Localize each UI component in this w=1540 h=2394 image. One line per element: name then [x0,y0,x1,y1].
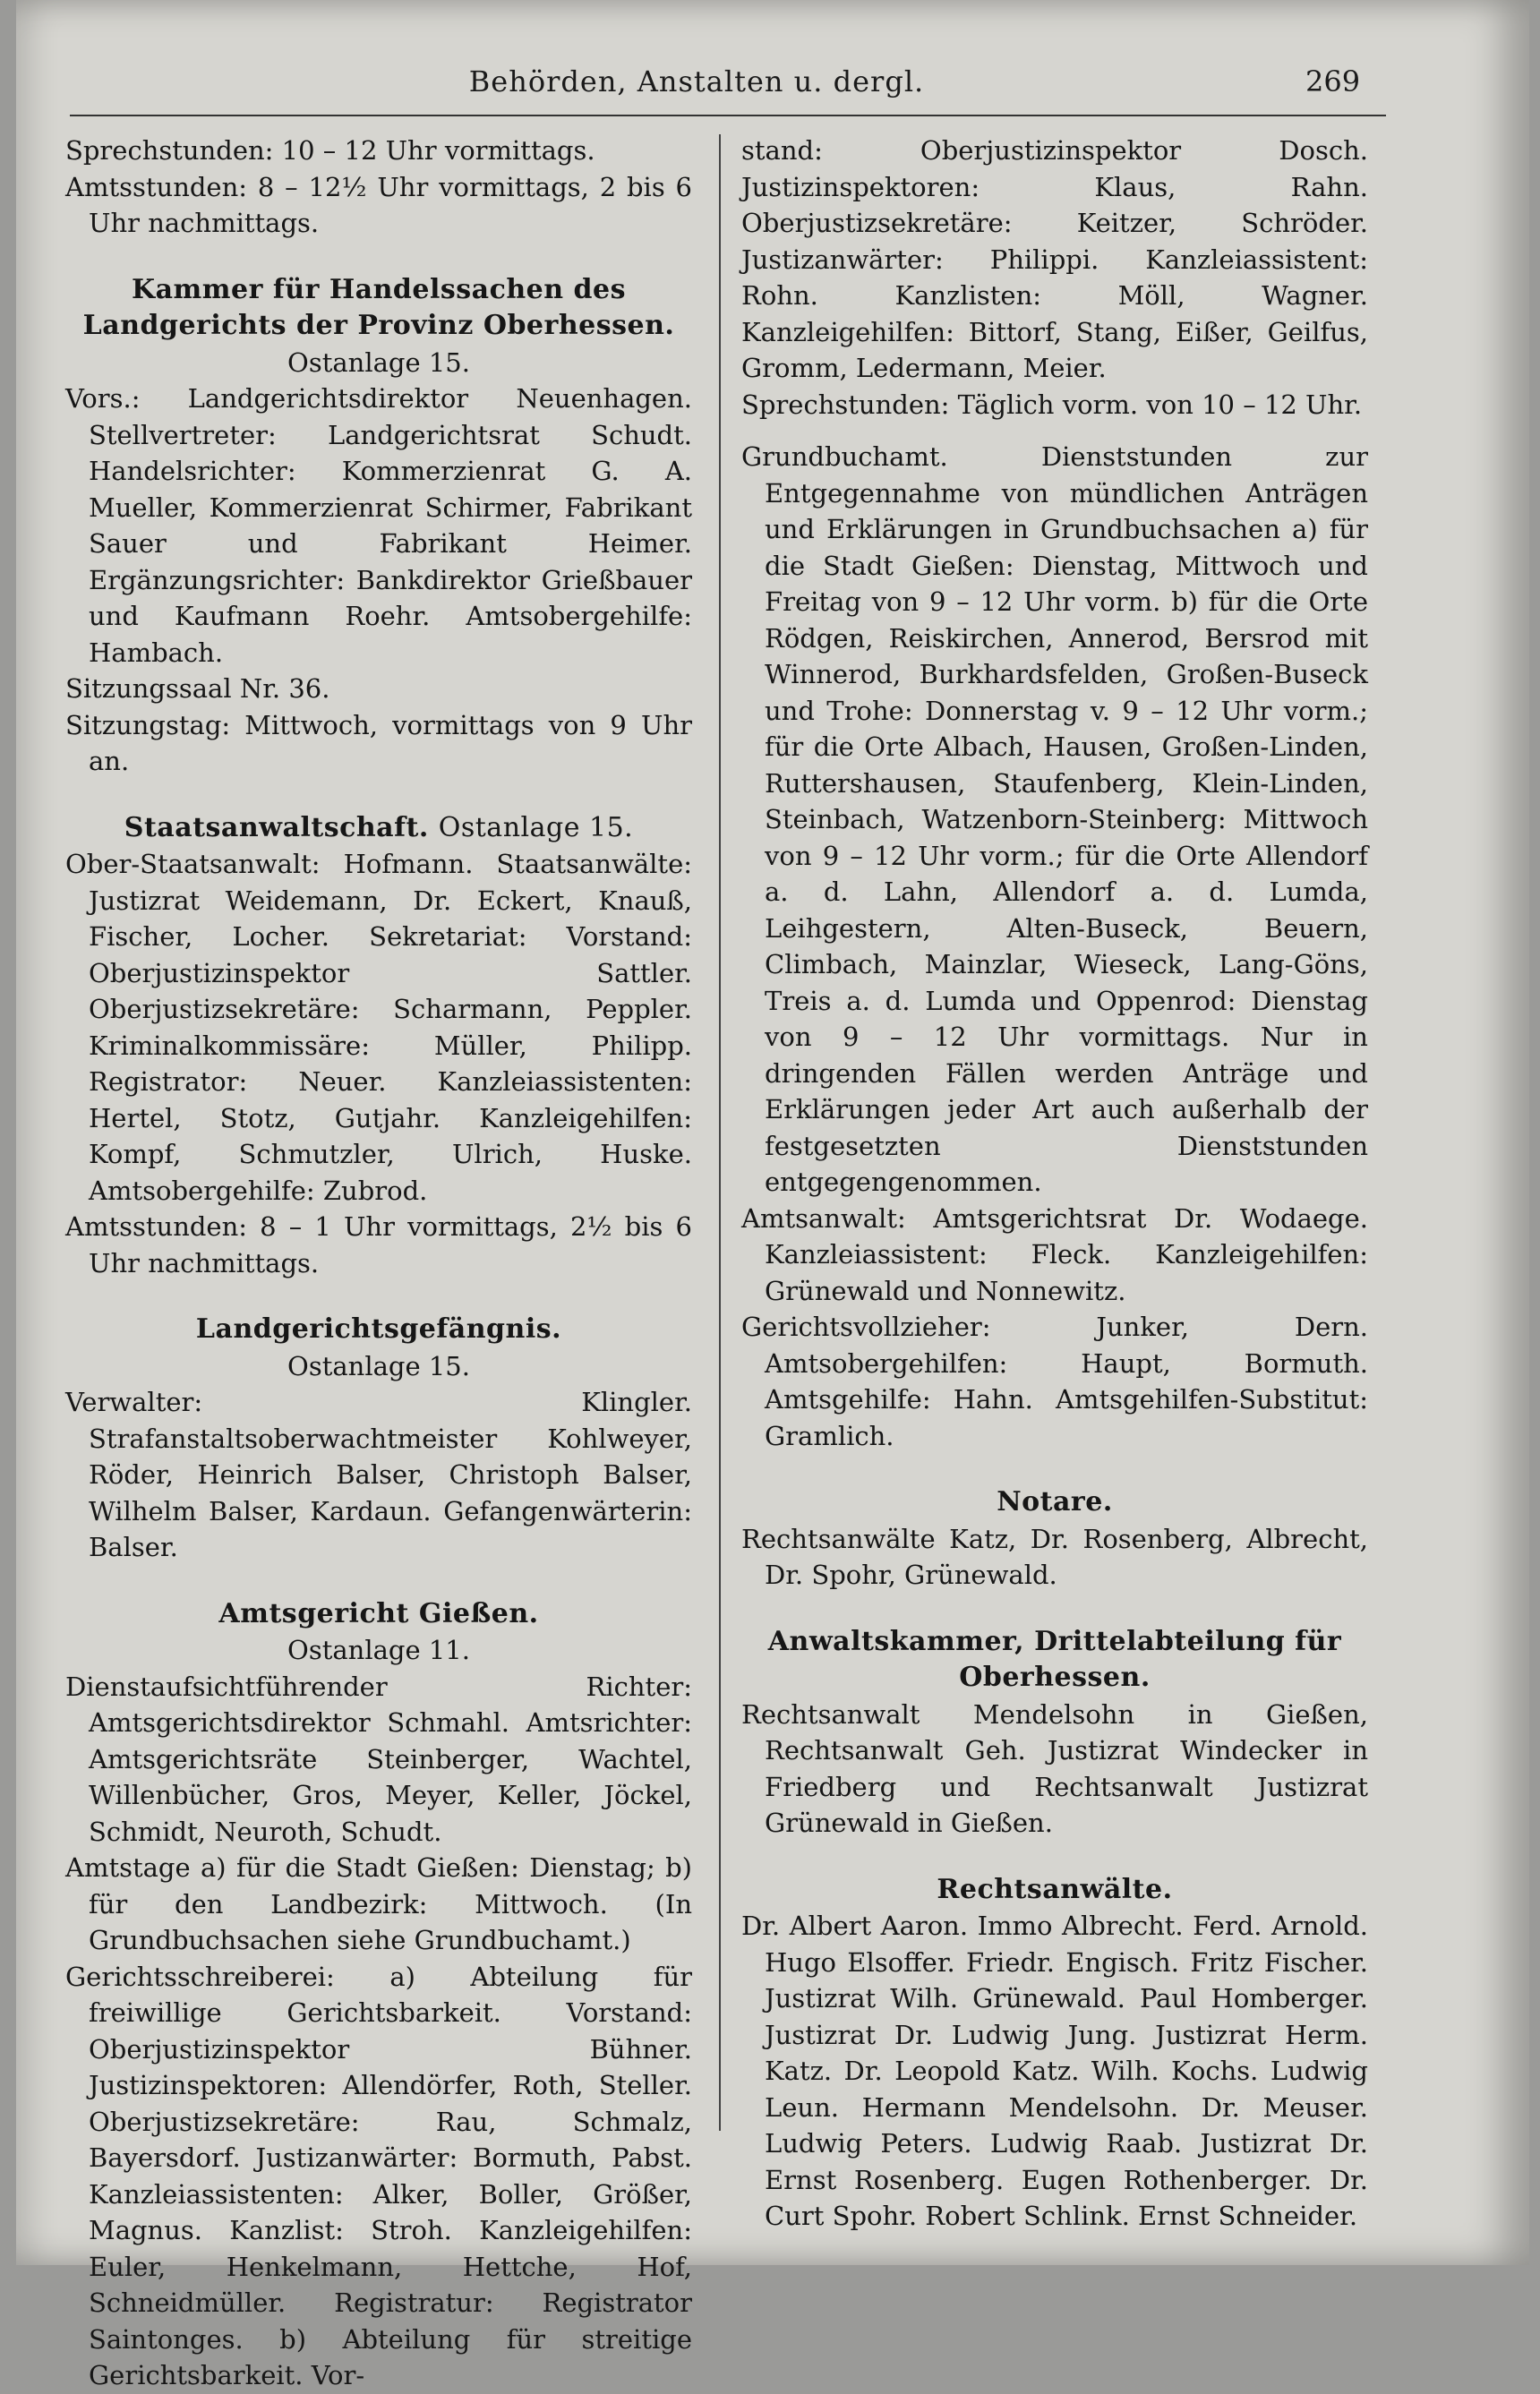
paragraph-gerichtsvollzieher: Gerichtsvollzieher: Junker, Dern. Amtsobergehilfen: Haupt, Bormuth. Amtsgehilfe: Hahn. Amtsgehilfen-Substitut: Gramlich. [741,1312,1368,1451]
running-header: Behörden, Anstalten u. dergl. [468,64,925,98]
paragraph: Verwalter: Klingler. Strafanstaltsoberwachtmeister Kohlweyer, Röder, Heinrich Balser, Christoph Balser, Wilhelm Balser, Kardaun. Gefangenwärterin: Balser. [65,1387,692,1562]
section-heading-notare: Notare. [997,1486,1113,1518]
paragraph: Dr. Albert Aaron. Immo Albrecht. Ferd. Arnold. Hugo Elsoffer. Friedr. Engisch. Fritz Fischer. Justizrat Wilh. Grünewald. Paul Homberger. Justizrat Dr. Ludwig Jung. Justizrat Herm. Katz. Dr. Leopold Katz. Wilh. Kochs. Ludwig Leun. Hermann Mendelsohn. Dr. Meuser. Ludwig Peters. Ludwig Raab. Justizrat Dr. Ernst Rosenberg. Eugen Rothenberger. Dr. Curt Spohr. Robert Schlink. Ernst Schneider. [741,1911,1368,2231]
paragraph-amtsanwalt: Amtsanwalt: Amtsgerichtsrat Dr. Wodaege. Kanzleiassistent: Fleck. Kanzleigehilfen: Grünewald und Nonnewitz. [741,1202,1368,1306]
paragraph: Rechtsanwälte Katz, Dr. Rosenberg, Albrecht, Dr. Spohr, Grünewald. [741,1523,1368,1590]
paragraph: Gerichtsschreiberei: a) Abteilung für freiwillige Gerichtsbarkeit. Vorstand: Oberjustizinspektor Bühner. Justizinspektoren: Allendörfer, Roth, Steller. Oberjustizsekretäre: Rau, Schmalz, Bayersdorf. Justizanwärter: Bormuth, Pabst. Kanzleiassistenten: Alker, Boller, Größer, Magnus. Kanzlist: Stroh. Kanzleigehilfen: Euler, Henkelmann, Hettche, Hof, Schneidmüller. Registratur: Registrator Saintonges. b) Abteilung für streitige Gerichtsbarkeit. Vor- [65,1961,692,2390]
paragraph: Sitzungstag: Mittwoch, vormittags von 9 Uhr an. [65,709,692,776]
paragraph: Ober-Staatsanwalt: Hofmann. Staatsanwälte: Justizrat Weidemann, Dr. Eckert, Knauß, Fischer, Locher. Sekretariat: Vorstand: Oberjustizinspektor Sattler. Oberjustizsekretäre: Scharmann, Peppler. Kriminalkommissäre: Müller, Philipp. Registrator: Neuer. Kanzleiassistenten: Hertel, Stotz, Gutjahr. Kanzleigehilfen: Kompf, Schmutzler, Ulrich, Huske. Amtsobergehilfe: Zubrod. [65,849,692,1206]
section-address: Ostanlage 11. [287,1635,470,1665]
paragraph: Rechtsanwalt Mendelsohn in Gießen, Rechtsanwalt Geh. Justizrat Windecker in Friedberg und Rechtsanwalt Justizrat Grünewald in Gießen. [741,1698,1368,1838]
section-address: Ostanlage 15. [287,1350,470,1381]
column-divider [719,134,721,2131]
paragraph-grundbuchamt: Grundbuchamt. Dienststunden zur Entgegennahme von mündlichen Anträgen und Erklärungen in Grundbuchsachen a) für die Stadt Gießen: Dienstag, Mittwoch und Freitag von 9 – 12 Uhr vorm. b) für die Orte Rödgen, Reiskirchen, Annerod, Bersrod mit Winnerod, Burkhardsfelden, Großen-Buseck und Trohe: Donnerstag v. 9 – 12 Uhr vorm.; für die Orte Albach, Hausen, Großen-Linden, Ruttershausen, Staufenberg, Klein-Linden, Steinbach, Watzenborn-Steinberg: Mittwoch von 9 – 12 Uhr vorm.; für die Orte Allendorf a. d. Lahn, Allendorf a. d. Lumda, Leihgestern, Alten-Buseck, Beuern, Climbach, Mainzlar, Wieseck, Lang-Göns, Treis a. d. Lumda und Oppenrod: Dienstag von 9 – 12 Uhr vormittags. Nur in dringenden Fällen werden Anträge und Erklärungen jeder Art auch außerhalb der festgesetzten Dienststunden entgegengenommen. [741,441,1368,1197]
section-heading-staatsanwaltschaft [65,810,692,847]
office-hours-text: Sprechstunden: 10 – 12 Uhr vormittags. [65,135,595,166]
header-rule [70,115,1386,116]
left-column [65,133,692,2394]
book-page [16,0,1529,2390]
section-address: Ostanlage 15. [287,346,470,378]
paragraph: Dienstaufsichtführender Richter: Amtsgerichtsdirektor Schmahl. Amtsrichter: Amtsgerichtsräte Steinberger, Wachtel, Willenbücher, Gros, Meyer, Keller, Jöckel, Schmidt, Neuroth, Schudt. [65,1671,692,1847]
paragraph: Amtstage a) für die Stadt Gießen: Dienstag; b) für den Landbezirk: Mittwoch. (In Grundbuchsachen siehe Grundbuchamt.) [65,1852,692,1955]
section-heading-rechtsanwaelte: Rechtsanwälte. [937,1873,1173,1905]
page-number: 269 [1305,64,1361,98]
section-heading-gefaengnis: Landgerichtsgefängnis. [195,1313,562,1345]
section-address: Ostanlage 15. [438,811,634,843]
paragraph: Sprechstunden: Täglich vorm. von 10 – 12 Uhr. [741,389,1363,420]
paragraph: Amtsstunden: 8 – 1 Uhr vormittags, 2½ bis 6 Uhr nachmittags. [65,1211,692,1278]
right-column [741,133,1368,2235]
paragraph: Sitzungssaal Nr. 36. [65,673,330,704]
section-title: Staatsanwaltschaft. [124,811,429,843]
section-heading-amtsgericht: Amtsgericht Gießen. [218,1597,539,1629]
section-heading-anwaltskammer: Anwaltskammer, Drittelabteilung für Oberhessen. [767,1625,1342,1693]
paragraph: stand: Oberjustizinspektor Dosch. Justizinspektoren: Klaus, Rahn. Oberjustizsekretäre: Keitzer, Schröder. Justizanwärter: Philippi. Kanzleiassistent: Rohn. Kanzlisten: Möll, Wagner. Kanzleigehilfen: Bittorf, Stang, Eißer, Geilfus, Gromm, Ledermann, Meier. [741,135,1368,383]
section-heading-kammer: Kammer für Handelssachen des Landgerichts der Provinz Oberhessen. [82,273,675,341]
service-hours-text: Amtsstunden: 8 – 12½ Uhr vormittags, 2 bis 6 Uhr nachmittags. [65,171,692,238]
paragraph: Vors.: Landgerichtsdirektor Neuenhagen. Stellvertreter: Landgerichtsrat Schudt. Handelsrichter: Kommerzienrat G. A. Mueller, Kommerzienrat Schirmer, Fabrikant Sauer und Fabrikant Heimer. Ergänzungsrichter: Bankdirektor Grießbauer und Kaufmann Roehr. Amtsobergehilfe: Hambach. [65,383,692,668]
